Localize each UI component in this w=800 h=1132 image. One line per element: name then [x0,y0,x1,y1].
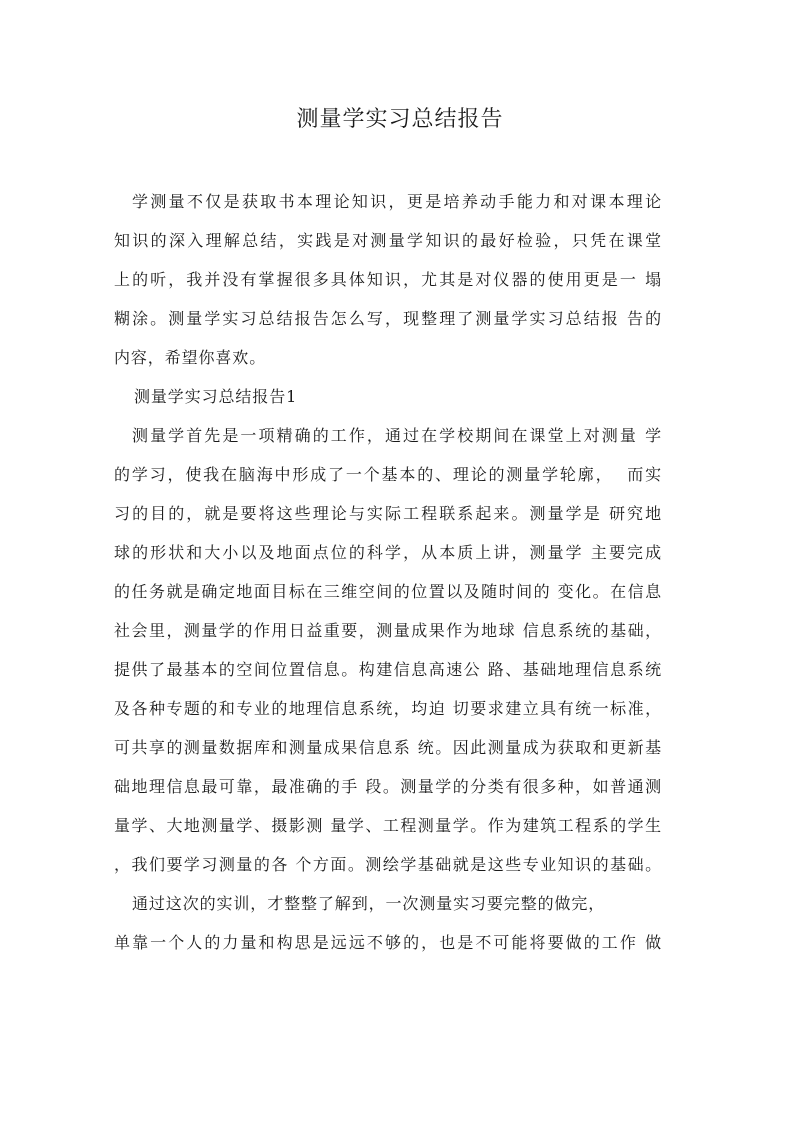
text-line: 糊涂。测量学实习总结报告怎么写，现整理了测量学实习总结报 告的 [114,309,662,328]
text-line: 上的听，我并没有掌握很多具体知识，尤其是对仪器的使用更是一 塌 [114,270,662,289]
text-line: 的学习，使我在脑海中形成了一个基本的、理论的测量学轮廓， 而实 [114,465,662,484]
text-line: 的任务就是确定地面目标在三维空间的位置以及随时间的 变化。在信息 [114,582,662,601]
text-line: 测量学首先是一项精确的工作，通过在学校期间在课堂上对测量 学 [132,426,662,445]
text-line: 及各种专题的和专业的地理信息系统，均迫 切要求建立具有统一标准， [114,699,662,718]
document-body [114,182,662,962]
text-line: 通过这次的实训，才整整了解到，一次测量实习要完整的做完， [132,894,606,913]
text-line: 知识的深入理解总结，实践是对测量学知识的最好检验，只凭在课堂 [114,231,662,250]
text-line: 社会里，测量学的作用日益重要，测量成果作为地球 信息系统的基础， [114,621,662,640]
text-line: 量学、大地测量学、摄影测 量学、工程测量学。作为建筑工程系的学生 [114,816,662,835]
text-line: 习的目的，就是要将这些理论与实际工程联系起来。测量学是 研究地 [114,504,662,523]
text-line: ，我们要学习测量的各 个方面。测绘学基础就是这些专业知识的基础。 [114,855,662,874]
page-title: 测量学实习总结报告 [296,107,504,132]
text-line: 可共享的测量数据库和测量成果信息系 统。因此测量成为获取和更新基 [114,738,662,757]
text-line: 提供了最基本的空间位置信息。构建信息高速公 路、基础地理信息系统 [114,660,662,679]
text-line: 础地理信息最可靠，最准确的手 段。测量学的分类有很多种，如普通测 [114,777,662,796]
text-line: 球的形状和大小以及地面点位的科学，从本质上讲，测量学 主要完成 [114,543,662,562]
text-line: 学测量不仅是获取书本理论知识，更是培养动手能力和对课本理论 [132,192,662,211]
text-line: 单靠一个人的力量和构思是远远不够的，也是不可能将要做的工作 做 [114,933,662,952]
section-heading: 测量学实习总结报告1 [134,387,298,406]
text-line: 内容，希望你喜欢。 [114,348,267,367]
